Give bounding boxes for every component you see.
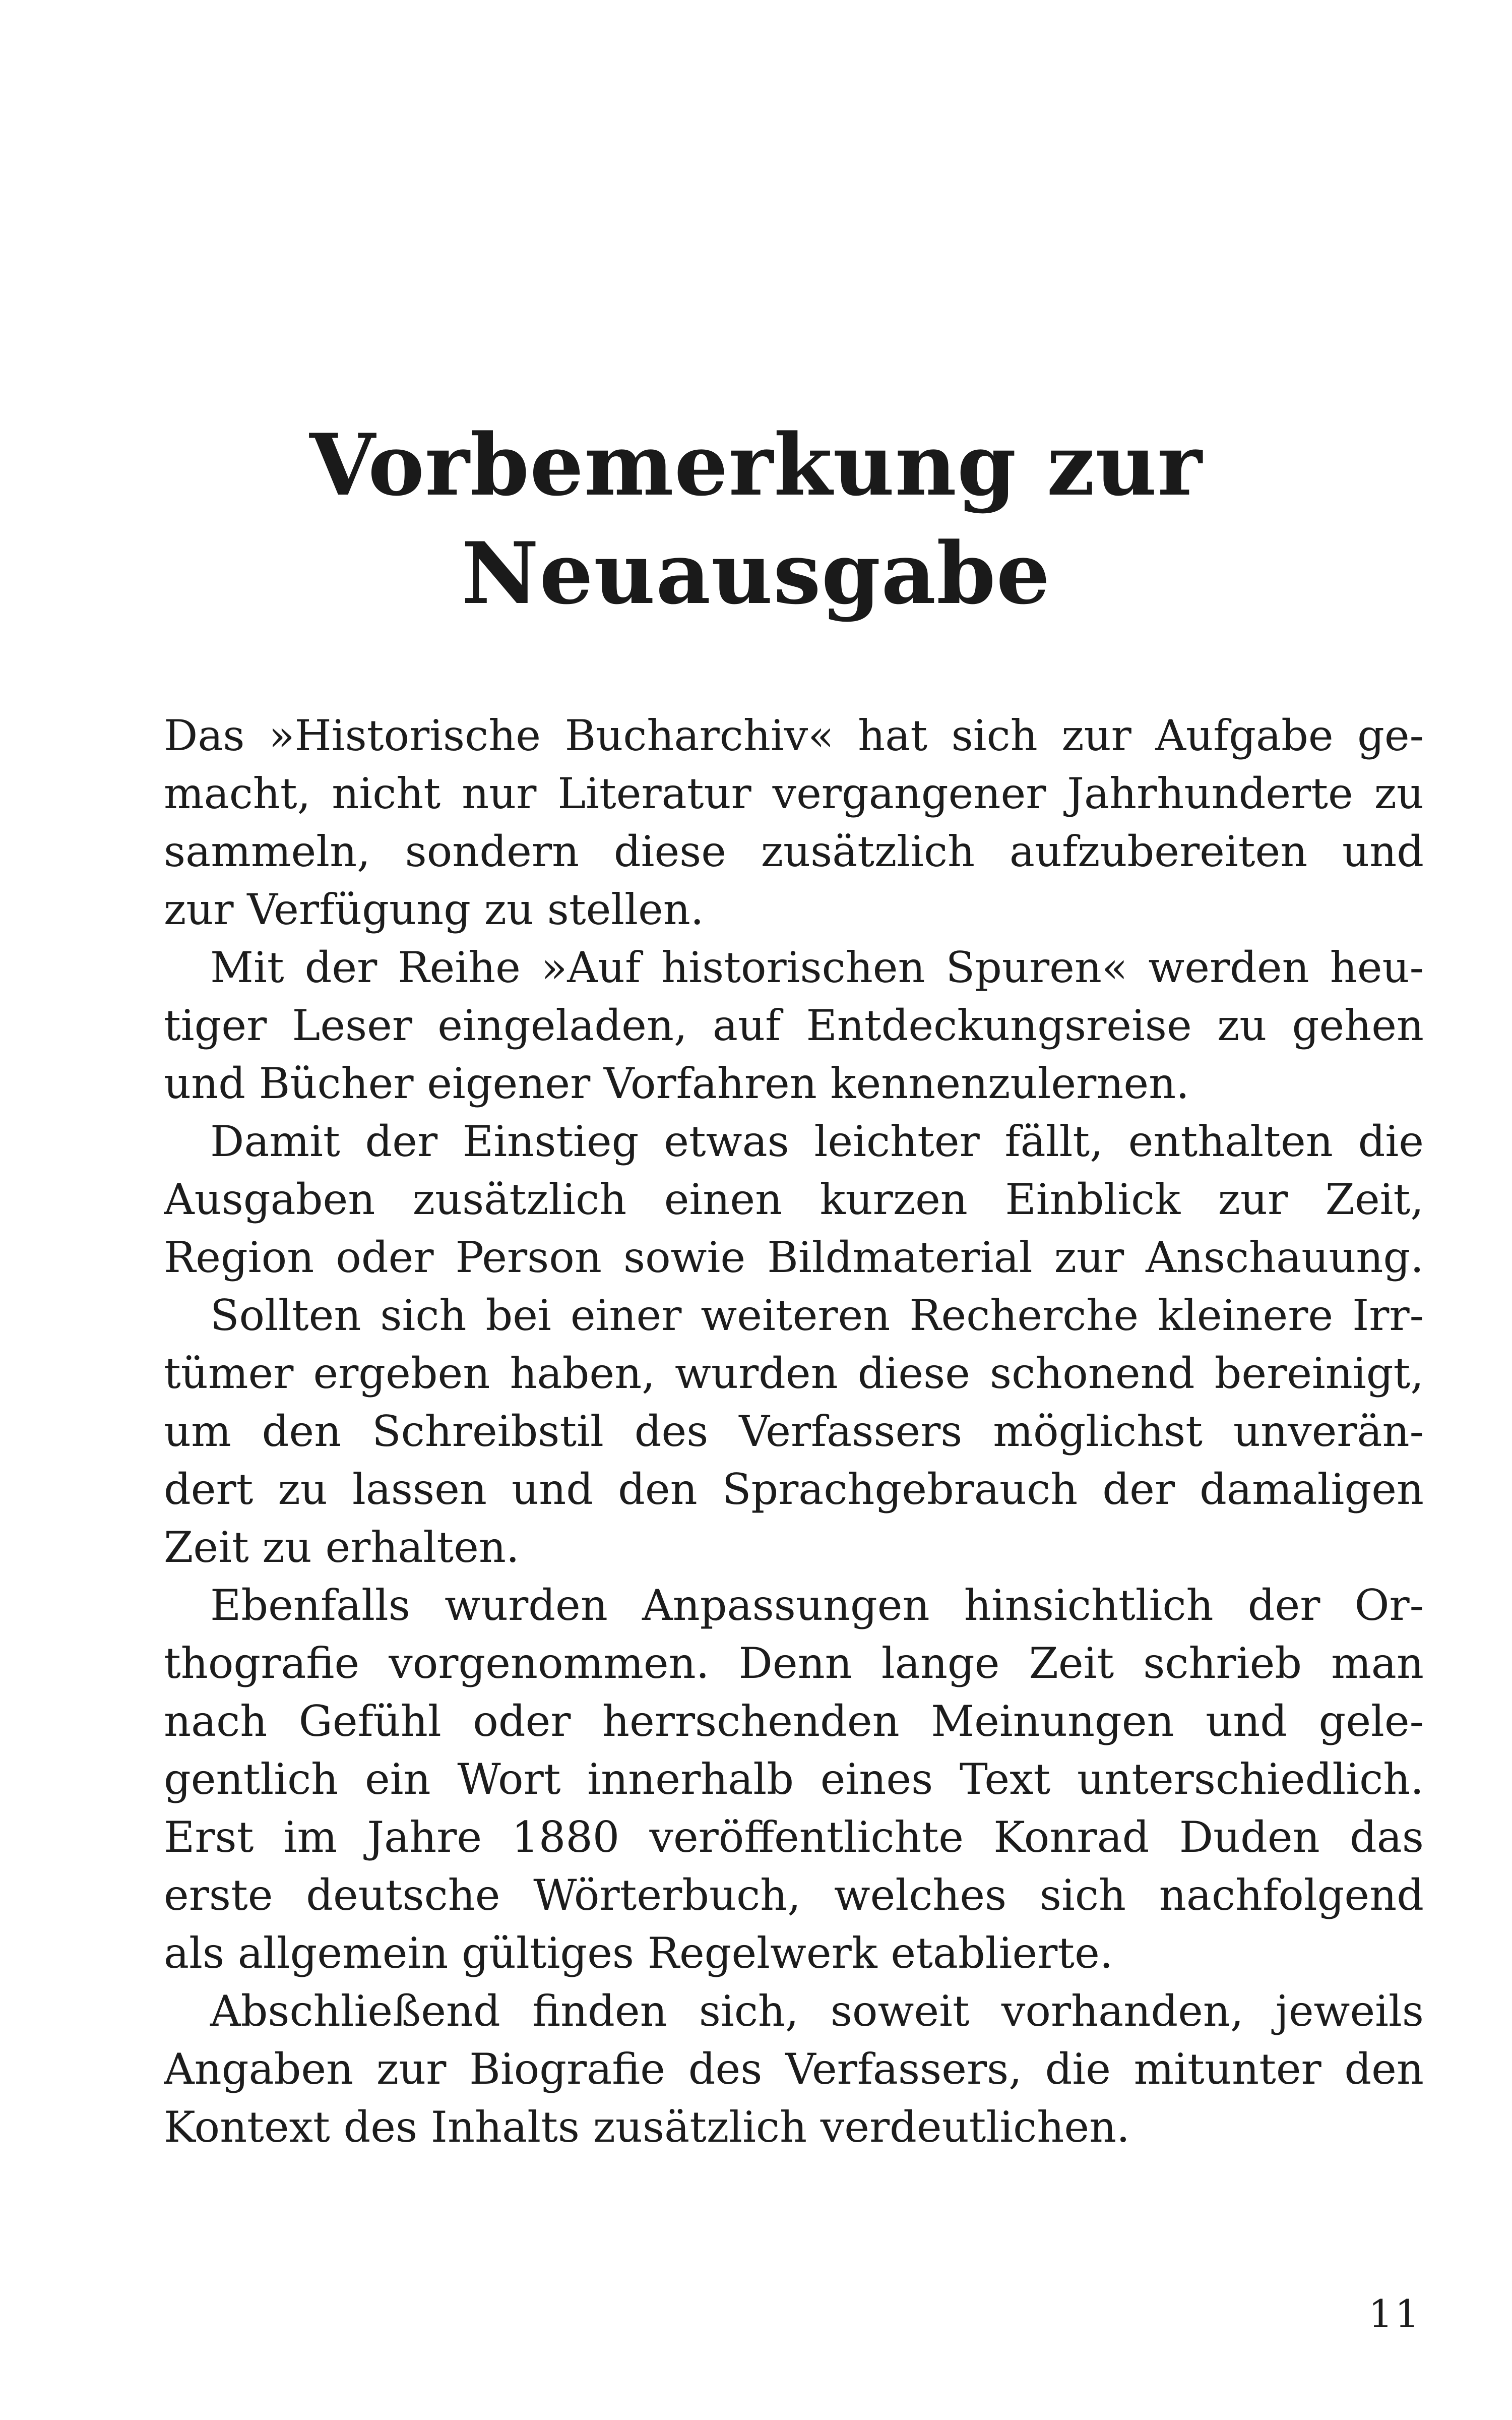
paragraph (164, 939, 1424, 1113)
text-line: dert zu lassen und den Sprachgebrauch der damaligen (164, 1465, 1424, 1514)
text-line: erste deutsche Wörterbuch, welches sich nachfolgend (164, 1870, 1424, 1920)
text-line: Erst im Jahre 1880 veröffentlichte Konrad Duden das (164, 1812, 1424, 1862)
text-line: Ebenfalls wurden Anpassungen hinsichtlich der Or- (210, 1581, 1424, 1630)
text-line: thografie vorgenommen. Denn lange Zeit schrieb man (164, 1639, 1424, 1688)
text-line: um den Schreibstil des Verfassers möglichst unverän- (164, 1407, 1424, 1456)
paragraph (164, 707, 1424, 939)
text-line: und Bücher eigener Vorfahren kennenzulernen. (164, 1059, 1189, 1108)
text-line: zur Verfügung zu stellen. (164, 885, 704, 934)
text-line: Region oder Person sowie Bildmaterial zur Anschauung. (164, 1233, 1424, 1282)
text-line: tiger Leser eingeladen, auf Entdeckungsreise zu gehen (164, 1001, 1424, 1050)
text-line: Damit der Einstieg etwas leichter fällt, enthalten die (210, 1117, 1424, 1166)
page-title-line-2: Neuausgabe (461, 523, 1051, 623)
text-line: gentlich ein Wort innerhalb eines Text unterschiedlich. (164, 1754, 1424, 1804)
page-title-line-1: Vorbemerkung zur (309, 415, 1203, 515)
paragraph (164, 1287, 1424, 1577)
text-line: Das »Historische Bucharchiv« hat sich zur Aufgabe ge- (164, 711, 1424, 760)
text-line: macht, nicht nur Literatur vergangener Jahrhunderte zu (164, 769, 1424, 818)
text-line: Zeit zu erhalten. (164, 1523, 520, 1572)
page-number: 11 (1368, 2291, 1421, 2336)
text-line: Abschließend finden sich, soweit vorhanden, jeweils (210, 1986, 1424, 2036)
text-line: nach Gefühl oder herrschenden Meinungen und gele- (164, 1697, 1424, 1746)
text-line: Mit der Reihe »Auf historischen Spuren« werden heu- (210, 943, 1424, 992)
text-line: Angaben zur Biografie des Verfassers, die mitunter den (164, 2044, 1424, 2094)
text-line: Sollten sich bei einer weiteren Recherche kleinere Irr- (210, 1291, 1424, 1340)
body-text (164, 707, 1424, 2156)
text-line: tümer ergeben haben, wurden diese schonend bereinigt, (164, 1349, 1424, 1398)
text-line: als allgemein gültiges Regelwerk etablierte. (164, 1928, 1113, 1978)
text-line: sammeln, sondern diese zusätzlich aufzubereiten und (164, 827, 1424, 876)
paragraph (164, 1577, 1424, 1982)
text-line: Kontext des Inhalts zusätzlich verdeutlichen. (164, 2102, 1130, 2152)
paragraph (164, 1982, 1424, 2156)
paragraph (164, 1113, 1424, 1287)
text-line: Ausgaben zusätzlich einen kurzen Einblick zur Zeit, (164, 1175, 1424, 1224)
